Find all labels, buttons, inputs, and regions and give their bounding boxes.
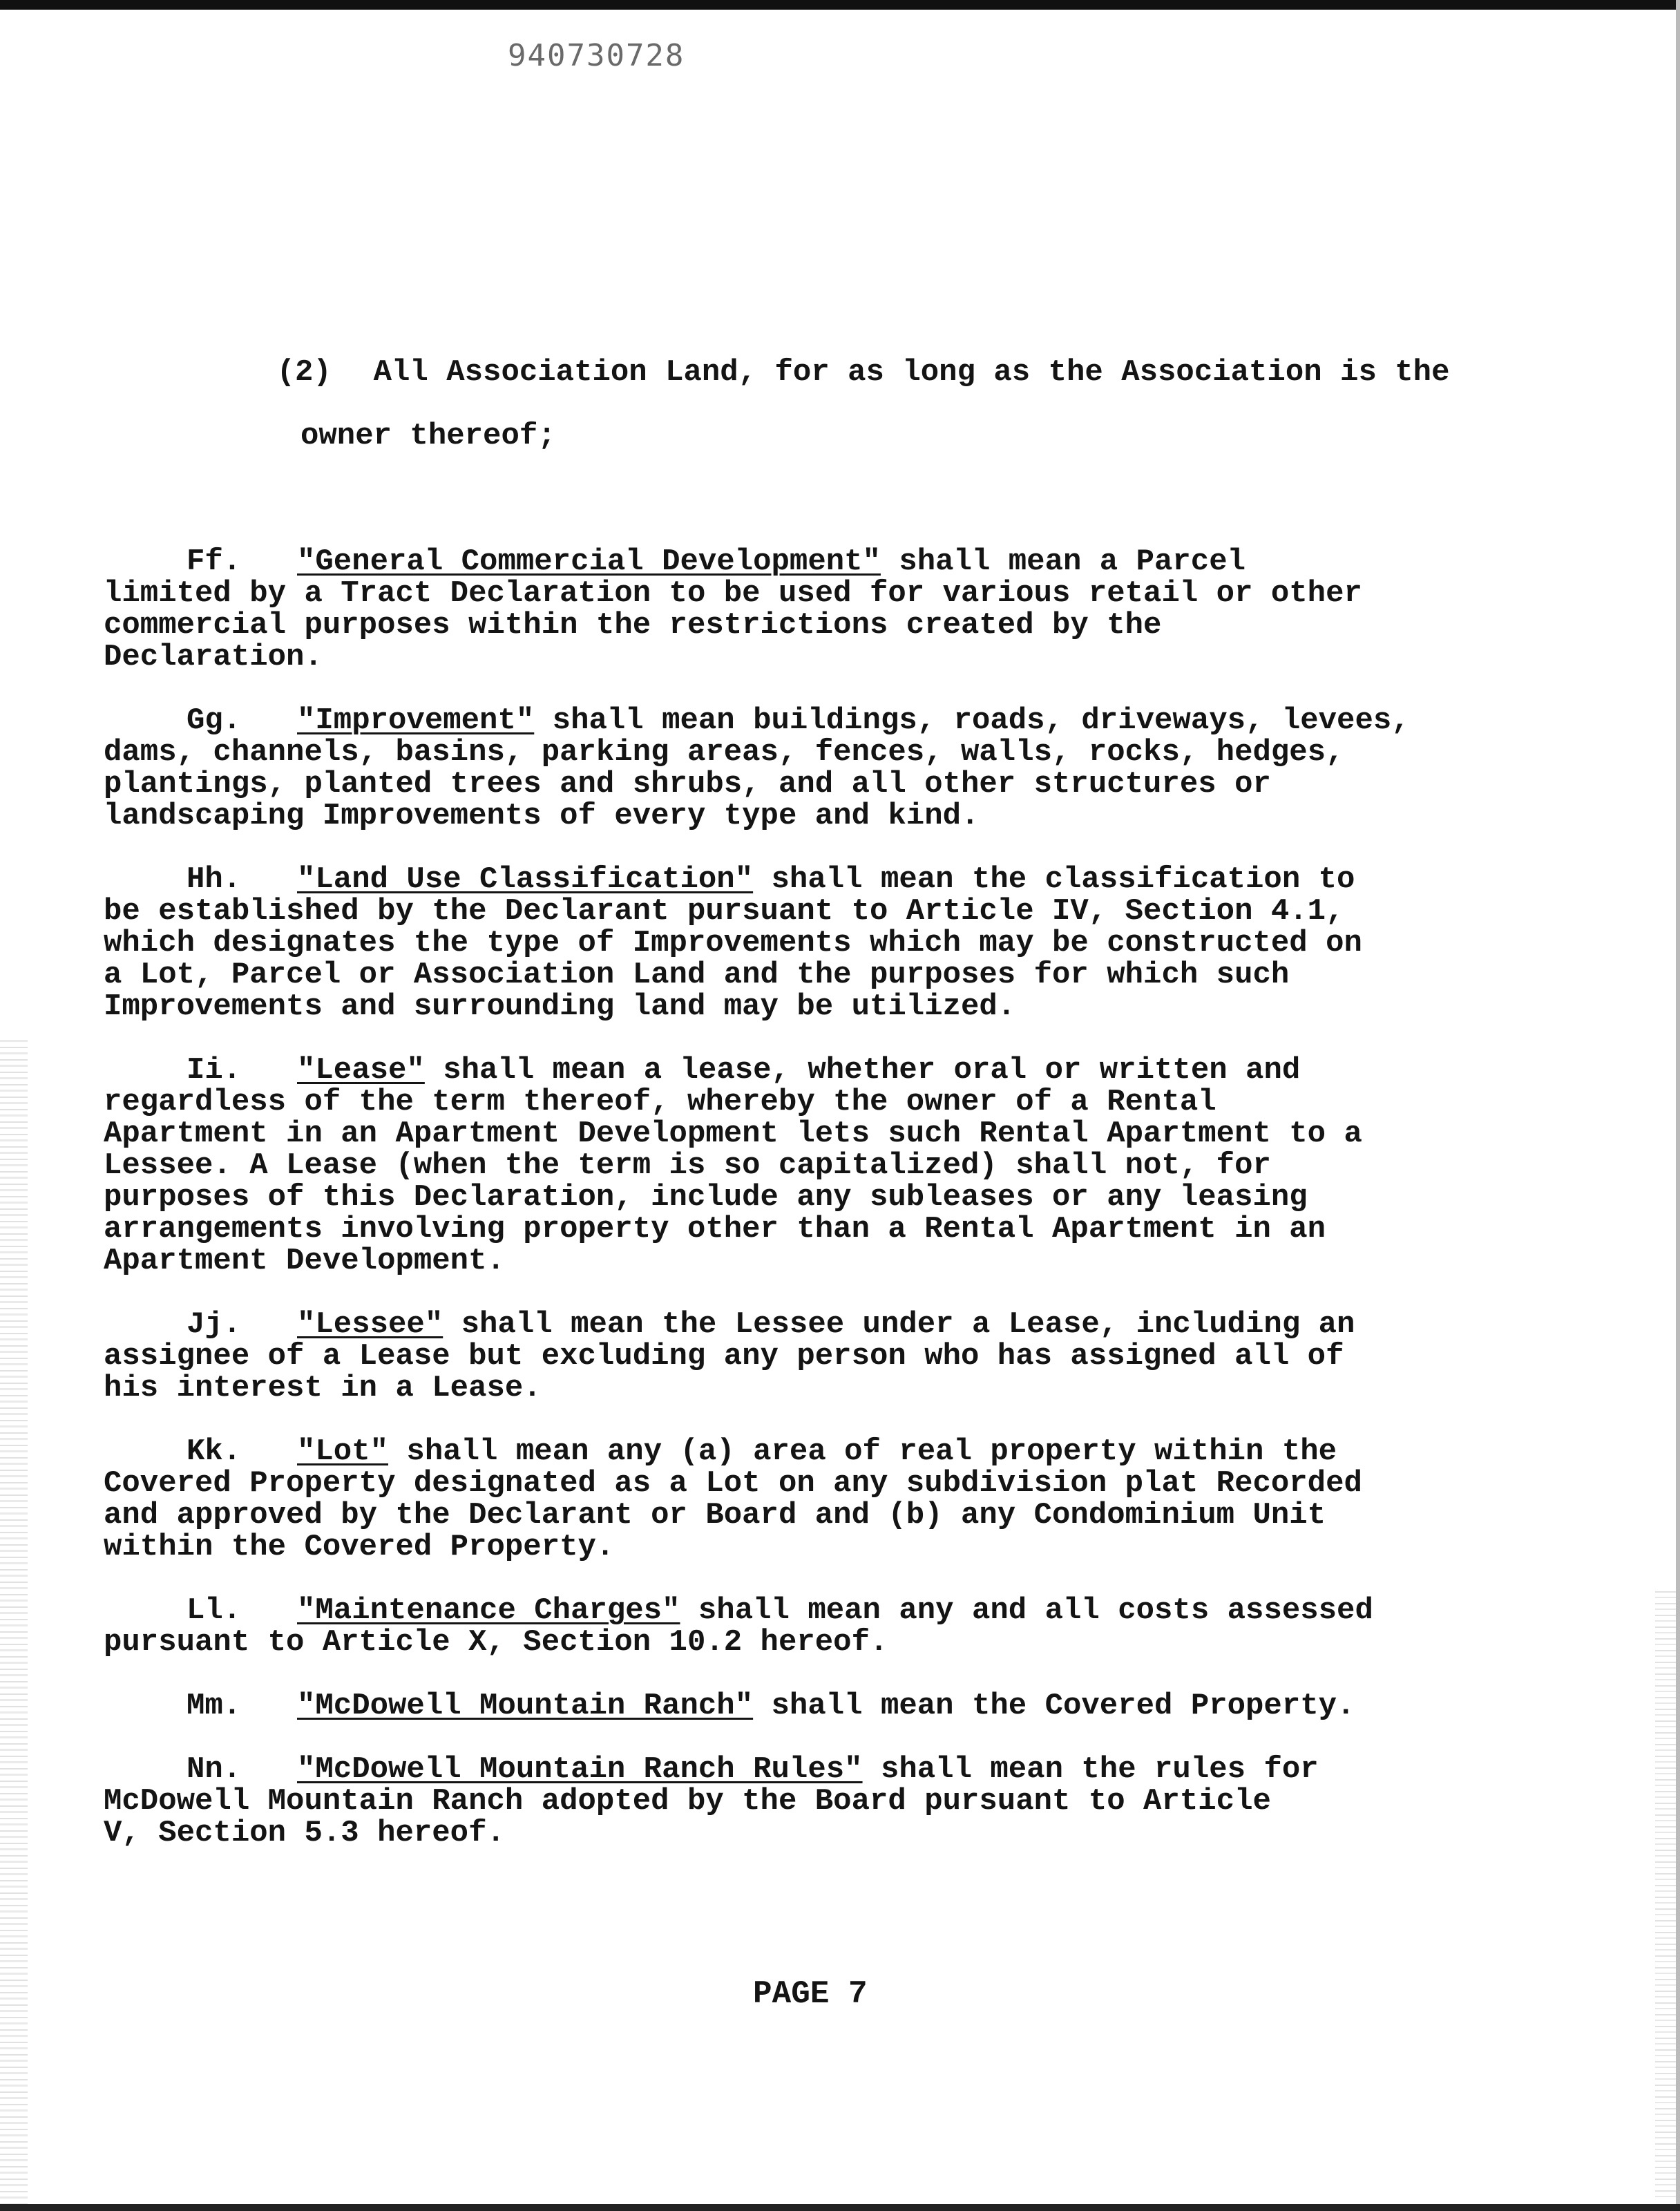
definition-paragraph [104, 864, 1527, 1023]
item-line: All Association Land, for as long as the Association is the [373, 355, 1450, 390]
definition-line: assignee of a Lease but excluding any person who has assigned all of [104, 1339, 1344, 1374]
definition-line: and approved by the Declarant or Board and (b) any Condominium Unit [104, 1498, 1326, 1532]
definition-text: shall mean the Lessee under a Lease, including an [443, 1307, 1355, 1342]
definition-first-line [104, 705, 1527, 737]
definition-line: which designates the type of Improvements which may be constructed on [104, 926, 1362, 960]
definition-first-line [104, 546, 1527, 578]
definition-paragraph [104, 1054, 1527, 1277]
definition-key: Kk. [187, 1434, 242, 1469]
definition-key: Ii. [187, 1053, 242, 1088]
definition-paragraph [104, 546, 1527, 673]
definition-key: Ff. [187, 544, 242, 579]
definition-line: limited by a Tract Declaration to be used for various retail or other [104, 576, 1362, 611]
document-id-stamp: 940730728 [508, 38, 685, 73]
definition-line: dams, channels, basins, parking areas, fences, walls, rocks, hedges, [104, 735, 1344, 770]
definition-key: Gg. [187, 703, 242, 738]
defined-term: "General Commercial Development" [297, 544, 881, 579]
definition-line: Apartment in an Apartment Development lets such Rental Apartment to a [104, 1117, 1362, 1151]
definition-paragraph [104, 705, 1527, 832]
scan-top-edge [0, 0, 1680, 10]
definition-first-line [104, 1754, 1527, 1785]
definition-first-line [104, 1436, 1527, 1468]
definition-line: be established by the Declarant pursuant to Article IV, Section 4.1, [104, 894, 1344, 929]
definition-first-line [104, 1309, 1527, 1340]
defined-term: "Land Use Classification" [297, 862, 754, 897]
defined-term: "Lessee" [297, 1307, 443, 1342]
definition-paragraph [104, 1754, 1527, 1849]
definition-text: shall mean a lease, whether oral or written and [424, 1053, 1301, 1088]
definition-first-line [104, 1054, 1527, 1086]
definition-text: shall mean a Parcel [880, 544, 1246, 579]
scan-noise-right [1655, 1589, 1676, 2197]
definition-key: Hh. [187, 862, 242, 897]
definition-line: Covered Property designated as a Lot on any subdivision plat Recorded [104, 1466, 1362, 1501]
defined-term: "Improvement" [297, 703, 535, 738]
page-number: PAGE 7 [753, 1976, 868, 2012]
definition-paragraph [104, 1309, 1527, 1404]
definition-line: Lessee. A Lease (when the term is so capitalized) shall not, for [104, 1148, 1271, 1183]
definition-line: Improvements and surrounding land may be utilized. [104, 989, 1016, 1024]
definition-key: Nn. [187, 1752, 242, 1787]
defined-term: "McDowell Mountain Ranch" [297, 1689, 754, 1723]
definition-line: Apartment Development. [104, 1244, 505, 1278]
definition-line: plantings, planted trees and shrubs, and all other structures or [104, 767, 1271, 801]
scan-right-edge [1676, 0, 1680, 2211]
definition-paragraph [104, 1690, 1527, 1722]
defined-term: "McDowell Mountain Ranch Rules" [297, 1752, 863, 1787]
definition-text: shall mean buildings, roads, driveways, levees, [534, 703, 1410, 738]
scan-noise-left [0, 1036, 28, 2211]
item-number: (2) [276, 355, 332, 390]
definition-first-line [104, 1595, 1527, 1626]
definition-paragraph [104, 1436, 1527, 1563]
defined-term: "Lease" [297, 1053, 425, 1088]
definition-line: his interest in a Lease. [104, 1371, 542, 1405]
definition-line: pursuant to Article X, Section 10.2 hereof. [104, 1625, 888, 1660]
definition-text: shall mean the Covered Property. [753, 1689, 1355, 1723]
defined-term: "Lot" [297, 1434, 389, 1469]
definition-first-line [104, 864, 1527, 895]
definition-text: shall mean the classification to [753, 862, 1355, 897]
definition-line: Declaration. [104, 640, 323, 674]
definition-key: Mm. [187, 1689, 242, 1723]
definition-text: shall mean any (a) area of real property within the [388, 1434, 1337, 1469]
definition-line: purposes of this Declaration, include any subleases or any leasing [104, 1180, 1308, 1215]
definition-line: regardless of the term thereof, whereby the owner of a Rental [104, 1085, 1216, 1119]
definition-line: arrangements involving property other than a Rental Apartment in an [104, 1212, 1326, 1246]
definition-key: Jj. [187, 1307, 242, 1342]
definition-line: McDowell Mountain Ranch adopted by the Board pursuant to Article [104, 1784, 1271, 1819]
definition-line: V, Section 5.3 hereof. [104, 1816, 505, 1850]
document-body [104, 325, 1527, 1881]
definition-first-line [104, 1690, 1527, 1722]
item-line: owner thereof; [300, 419, 556, 453]
definition-line: within the Covered Property. [104, 1530, 615, 1564]
definition-text: shall mean the rules for [862, 1752, 1319, 1787]
definition-paragraph [104, 1595, 1527, 1658]
definition-line: landscaping Improvements of every type and kind. [104, 799, 980, 833]
definition-line: a Lot, Parcel or Association Land and the purposes for which such [104, 958, 1290, 992]
definition-line: commercial purposes within the restrictions created by the [104, 608, 1162, 643]
scan-bottom-edge [0, 2204, 1680, 2211]
definition-key: Ll. [187, 1593, 242, 1628]
definitions-list [104, 546, 1527, 1849]
definition-text: shall mean any and all costs assessed [680, 1593, 1373, 1628]
defined-term: "Maintenance Charges" [297, 1593, 680, 1628]
numbered-item-2 [204, 325, 1527, 515]
